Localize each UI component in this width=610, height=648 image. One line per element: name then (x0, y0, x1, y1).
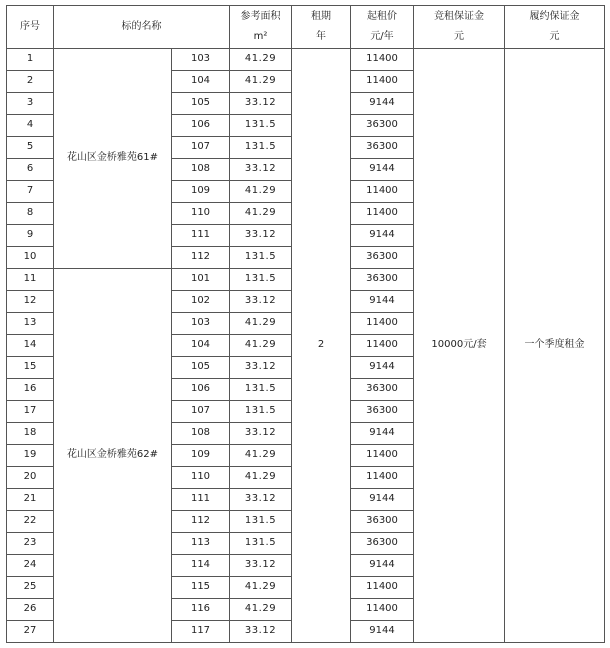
room-area: 131.5 (230, 379, 292, 401)
room-number: 116 (172, 599, 230, 621)
room-area: 33.12 (230, 93, 292, 115)
header-seq (7, 6, 54, 49)
header-price-label: 起租价 (367, 10, 397, 22)
row-seq: 18 (7, 423, 54, 445)
starting-rent: 36300 (351, 379, 414, 401)
room-number: 112 (172, 511, 230, 533)
room-area: 33.12 (230, 357, 292, 379)
starting-rent: 9144 (351, 225, 414, 247)
lease-term: 2 (292, 49, 351, 643)
table-body (7, 49, 605, 643)
header-perf-deposit-unit: 元 (549, 31, 560, 42)
room-number: 105 (172, 93, 230, 115)
starting-rent: 9144 (351, 291, 414, 313)
header-area (230, 6, 292, 49)
row-seq: 20 (7, 467, 54, 489)
row-seq: 24 (7, 555, 54, 577)
row-seq: 12 (7, 291, 54, 313)
table-row (7, 49, 605, 71)
row-seq: 3 (7, 93, 54, 115)
room-number: 110 (172, 203, 230, 225)
room-number: 111 (172, 489, 230, 511)
row-seq: 17 (7, 401, 54, 423)
header-term (292, 6, 351, 49)
room-area: 41.29 (230, 577, 292, 599)
room-area: 33.12 (230, 291, 292, 313)
header-seq-label: 序号 (20, 20, 40, 32)
room-area: 131.5 (230, 115, 292, 137)
row-seq: 4 (7, 115, 54, 137)
starting-rent: 36300 (351, 533, 414, 555)
room-number: 101 (172, 269, 230, 291)
header-bid-deposit-unit: 元 (454, 31, 464, 42)
row-seq: 2 (7, 71, 54, 93)
room-number: 109 (172, 445, 230, 467)
row-seq: 14 (7, 335, 54, 357)
room-number: 104 (172, 71, 230, 93)
room-area: 41.29 (230, 467, 292, 489)
room-number: 109 (172, 181, 230, 203)
room-number: 107 (172, 401, 230, 423)
bid-deposit: 10000元/套 (414, 49, 505, 643)
row-seq: 6 (7, 159, 54, 181)
starting-rent: 11400 (351, 577, 414, 599)
header-area-label: 参考面积 (240, 10, 281, 22)
starting-rent: 9144 (351, 555, 414, 577)
room-number: 108 (172, 423, 230, 445)
room-number: 106 (172, 115, 230, 137)
row-seq: 1 (7, 49, 54, 71)
row-seq: 22 (7, 511, 54, 533)
room-area: 41.29 (230, 71, 292, 93)
room-area: 131.5 (230, 511, 292, 533)
header-name (54, 6, 230, 49)
starting-rent: 36300 (351, 511, 414, 533)
header-bid-deposit (414, 6, 505, 49)
room-area: 41.29 (230, 335, 292, 357)
room-number: 103 (172, 49, 230, 71)
room-number: 102 (172, 291, 230, 313)
row-seq: 8 (7, 203, 54, 225)
starting-rent: 11400 (351, 71, 414, 93)
header-row (7, 6, 605, 49)
header-price-unit: 元/年 (370, 31, 394, 42)
header-perf-deposit (505, 6, 605, 49)
starting-rent: 36300 (351, 269, 414, 291)
room-number: 110 (172, 467, 230, 489)
starting-rent: 9144 (351, 93, 414, 115)
room-area: 33.12 (230, 225, 292, 247)
header-name-label: 标的名称 (121, 20, 162, 32)
rental-listing-table (6, 5, 605, 643)
starting-rent: 11400 (351, 599, 414, 621)
starting-rent: 9144 (351, 357, 414, 379)
starting-rent: 9144 (351, 489, 414, 511)
row-seq: 7 (7, 181, 54, 203)
room-area: 131.5 (230, 269, 292, 291)
room-number: 105 (172, 357, 230, 379)
room-number: 103 (172, 313, 230, 335)
room-area: 41.29 (230, 445, 292, 467)
header-area-unit: m² (253, 31, 268, 42)
room-number: 114 (172, 555, 230, 577)
starting-rent: 36300 (351, 115, 414, 137)
room-area: 33.12 (230, 621, 292, 643)
room-number: 108 (172, 159, 230, 181)
room-area: 41.29 (230, 599, 292, 621)
room-number: 115 (172, 577, 230, 599)
starting-rent: 36300 (351, 247, 414, 269)
property-name: 花山区金桥雅苑62# (54, 269, 172, 643)
room-number: 107 (172, 137, 230, 159)
room-area: 41.29 (230, 203, 292, 225)
row-seq: 11 (7, 269, 54, 291)
starting-rent: 36300 (351, 137, 414, 159)
starting-rent: 36300 (351, 401, 414, 423)
header-term-unit: 年 (316, 31, 326, 42)
room-area: 33.12 (230, 489, 292, 511)
starting-rent: 9144 (351, 159, 414, 181)
room-area: 131.5 (230, 247, 292, 269)
property-name: 花山区金桥雅苑61# (54, 49, 172, 269)
room-area: 33.12 (230, 423, 292, 445)
header-perf-deposit-label: 履约保证金 (529, 10, 580, 22)
row-seq: 9 (7, 225, 54, 247)
room-number: 104 (172, 335, 230, 357)
room-number: 117 (172, 621, 230, 643)
starting-rent: 11400 (351, 181, 414, 203)
room-area: 41.29 (230, 49, 292, 71)
starting-rent: 9144 (351, 621, 414, 643)
starting-rent: 11400 (351, 49, 414, 71)
performance-deposit: 一个季度租金 (505, 49, 605, 643)
room-area: 131.5 (230, 137, 292, 159)
header-term-label: 租期 (311, 10, 331, 22)
starting-rent: 9144 (351, 423, 414, 445)
header-price (351, 6, 414, 49)
row-seq: 21 (7, 489, 54, 511)
row-seq: 25 (7, 577, 54, 599)
room-area: 131.5 (230, 401, 292, 423)
row-seq: 10 (7, 247, 54, 269)
room-number: 113 (172, 533, 230, 555)
room-number: 106 (172, 379, 230, 401)
starting-rent: 11400 (351, 203, 414, 225)
row-seq: 16 (7, 379, 54, 401)
row-seq: 5 (7, 137, 54, 159)
room-area: 131.5 (230, 533, 292, 555)
room-area: 33.12 (230, 555, 292, 577)
row-seq: 13 (7, 313, 54, 335)
starting-rent: 11400 (351, 313, 414, 335)
row-seq: 26 (7, 599, 54, 621)
room-number: 112 (172, 247, 230, 269)
starting-rent: 11400 (351, 335, 414, 357)
room-area: 33.12 (230, 159, 292, 181)
starting-rent: 11400 (351, 467, 414, 489)
room-number: 111 (172, 225, 230, 247)
row-seq: 15 (7, 357, 54, 379)
row-seq: 19 (7, 445, 54, 467)
row-seq: 23 (7, 533, 54, 555)
room-area: 41.29 (230, 181, 292, 203)
starting-rent: 11400 (351, 445, 414, 467)
room-area: 41.29 (230, 313, 292, 335)
row-seq: 27 (7, 621, 54, 643)
header-bid-deposit-label: 竞租保证金 (434, 10, 484, 22)
